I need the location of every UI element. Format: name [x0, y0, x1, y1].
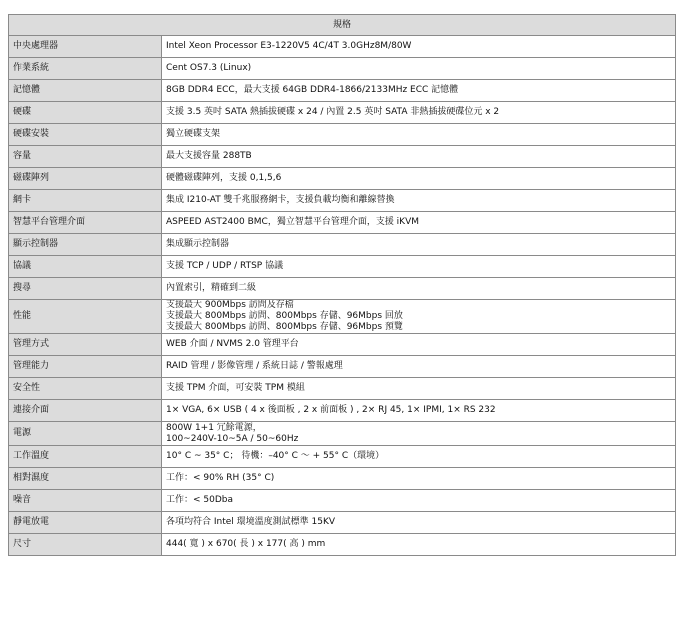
spec-label: 連接介面: [9, 400, 162, 422]
spec-value: [162, 58, 676, 80]
spec-label: 中央處理器: [9, 36, 162, 58]
spec-value: [162, 378, 676, 400]
spec-row: [9, 446, 676, 468]
spec-value-line: 支援最大 800Mbps 訪問、800Mbps 存儲、96Mbps 回放: [166, 311, 403, 321]
spec-label: 容量: [9, 146, 162, 168]
spec-table-title: 規格: [9, 15, 676, 36]
spec-row: [9, 378, 676, 400]
spec-row: [9, 400, 676, 422]
spec-row: [9, 58, 676, 80]
spec-row: [9, 80, 676, 102]
spec-value: [162, 490, 676, 512]
spec-row: [9, 256, 676, 278]
spec-value-line: 支援最大 900Mbps 訪問及存檔: [166, 300, 294, 310]
spec-value: [162, 278, 676, 300]
spec-value-line: 硬體磁碟陣列，支援 0,1,5,6: [166, 173, 282, 183]
spec-value: [162, 400, 676, 422]
spec-value: [162, 446, 676, 468]
spec-value-line: 支援 3.5 英吋 SATA 熱插拔硬碟 x 24 / 內置 2.5 英吋 SATA 非熱插拔硬碟位元 x 2: [166, 107, 500, 117]
spec-table-body: [9, 36, 676, 556]
spec-label: 智慧平台管理介面: [9, 212, 162, 234]
spec-label: 電源: [9, 422, 162, 446]
spec-value: [162, 234, 676, 256]
spec-value: [162, 146, 676, 168]
spec-value: [162, 300, 676, 334]
spec-value-line: 工作：< 90% RH (35° C): [166, 473, 275, 483]
spec-value: [162, 422, 676, 446]
spec-header-row: [9, 15, 676, 36]
spec-value-line: 支援最大 800Mbps 訪問、800Mbps 存儲、96Mbps 預覽: [166, 322, 403, 332]
spec-value-line: 各項均符合 Intel 環境溫度測試標準 15KV: [166, 517, 336, 527]
spec-row: [9, 168, 676, 190]
spec-label: 尺寸: [9, 534, 162, 556]
spec-label: 噪音: [9, 490, 162, 512]
spec-value: [162, 36, 676, 58]
spec-label: 記憶體: [9, 80, 162, 102]
spec-value-line: 獨立硬碟支架: [166, 129, 221, 139]
spec-label: 網卡: [9, 190, 162, 212]
spec-value-line: 444( 寬 ) x 670( 長 ) x 177( 高 ) mm: [166, 539, 326, 549]
spec-value-line: Cent OS7.3 (Linux): [166, 63, 252, 73]
spec-label: 協議: [9, 256, 162, 278]
spec-row: [9, 124, 676, 146]
spec-row: [9, 512, 676, 534]
spec-value-line: 集成 I210-AT 雙千兆服務網卡，支援負載均衡和離線替換: [166, 195, 395, 205]
spec-row: [9, 102, 676, 124]
spec-value-line: Intel Xeon Processor E3-1220V5 4C/4T 3.0GHz8M/80W: [166, 41, 412, 51]
spec-value: [162, 334, 676, 356]
spec-value: [162, 190, 676, 212]
spec-value: [162, 534, 676, 556]
spec-row: [9, 212, 676, 234]
spec-label: 顯示控制器: [9, 234, 162, 256]
spec-value-line: RAID 管理 / 影像管理 / 系統日誌 / 警報處理: [166, 361, 343, 371]
spec-label: 硬碟: [9, 102, 162, 124]
spec-row: [9, 146, 676, 168]
spec-value-line: 100~240V-10~5A / 50~60Hz: [166, 433, 299, 444]
spec-row: [9, 190, 676, 212]
spec-label: 管理能力: [9, 356, 162, 378]
spec-value: [162, 102, 676, 124]
spec-label: 作業系統: [9, 58, 162, 80]
spec-label: 管理方式: [9, 334, 162, 356]
spec-value-line: ASPEED AST2400 BMC，獨立智慧平台管理介面，支援 iKVM: [166, 217, 420, 227]
spec-value-line: 最大支援容量 288TB: [166, 151, 252, 161]
spec-value-line: 支援 TPM 介面，可安裝 TPM 模組: [166, 383, 305, 393]
spec-value-line: 支援 TCP / UDP / RTSP 協議: [166, 261, 284, 271]
spec-row: [9, 490, 676, 512]
spec-value: [162, 256, 676, 278]
spec-value: [162, 356, 676, 378]
spec-label: 硬碟安裝: [9, 124, 162, 146]
spec-label: 搜尋: [9, 278, 162, 300]
spec-value-line: 8GB DDR4 ECC，最大支援 64GB DDR4-1866/2133MHz ECC 記憶體: [166, 85, 459, 95]
spec-value-line: WEB 介面 / NVMS 2.0 管理平台: [166, 339, 299, 349]
spec-row: [9, 234, 676, 256]
spec-value-line: 10° C ~ 35° C； 待機：–40° C ～ + 55° C（環境）: [166, 451, 385, 461]
spec-row: [9, 468, 676, 490]
spec-row: [9, 334, 676, 356]
spec-label: 工作溫度: [9, 446, 162, 468]
spec-value: [162, 512, 676, 534]
spec-value-line: 集成顯示控制器: [166, 239, 230, 249]
spec-value: [162, 468, 676, 490]
spec-value: [162, 212, 676, 234]
spec-row: [9, 300, 676, 334]
spec-table: [8, 14, 676, 556]
spec-value-line: 800W 1+1 冗餘電源，: [166, 422, 262, 433]
spec-row: [9, 356, 676, 378]
spec-label: 性能: [9, 300, 162, 334]
spec-value-line: 內置索引，精確到二級: [166, 283, 257, 293]
spec-value: [162, 168, 676, 190]
spec-value-line: 工作：< 50Dba: [166, 495, 234, 505]
spec-row: [9, 278, 676, 300]
spec-value: [162, 124, 676, 146]
spec-value-line: 1× VGA, 6× USB ( 4 x 後面板 , 2 x 前面板 ) , 2× RJ 45, 1× IPMI, 1× RS 232: [166, 405, 496, 415]
spec-row: [9, 422, 676, 446]
spec-row: [9, 534, 676, 556]
spec-row: [9, 36, 676, 58]
spec-label: 磁碟陣列: [9, 168, 162, 190]
spec-label: 相對濕度: [9, 468, 162, 490]
spec-label: 安全性: [9, 378, 162, 400]
spec-value: [162, 80, 676, 102]
spec-label: 靜電放電: [9, 512, 162, 534]
spec-table-container: [8, 14, 675, 556]
